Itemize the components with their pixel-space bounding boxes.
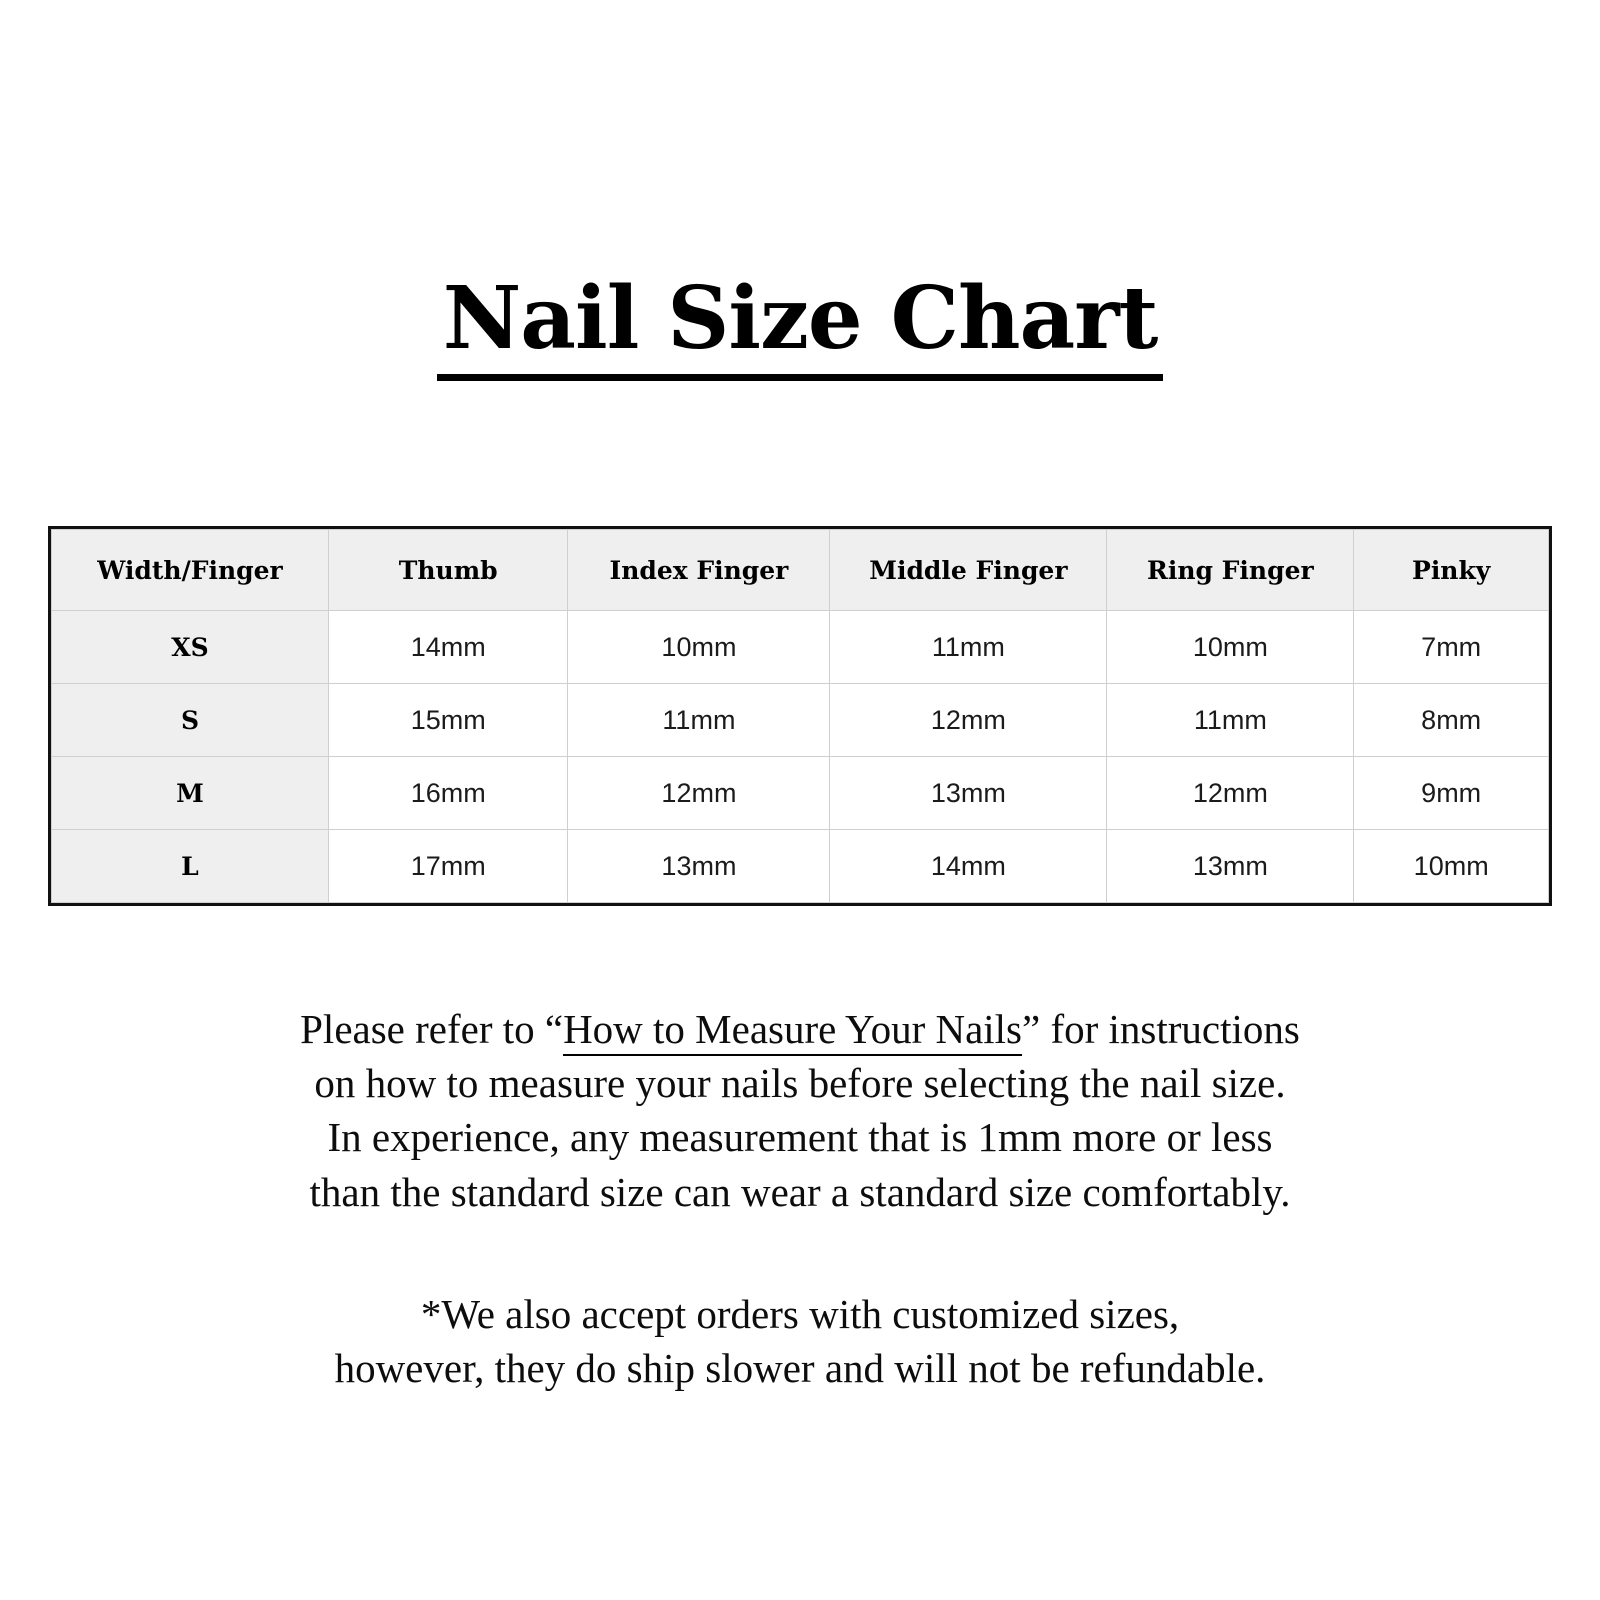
column-header-index-finger: Index Finger xyxy=(568,530,830,611)
notes-section xyxy=(80,1002,1520,1395)
cell-s-ring: 11mm xyxy=(1107,684,1354,757)
cell-m-ring: 12mm xyxy=(1107,757,1354,830)
note-line-1-after: ” for instructions xyxy=(1022,1006,1300,1053)
cell-m-index: 12mm xyxy=(568,757,830,830)
row-header-l: L xyxy=(52,830,329,903)
table-row xyxy=(52,684,1549,757)
row-header-m: M xyxy=(52,757,329,830)
cell-s-pinky: 8mm xyxy=(1354,684,1549,757)
column-header-ring-finger: Ring Finger xyxy=(1107,530,1354,611)
cell-s-middle: 12mm xyxy=(830,684,1107,757)
cell-l-ring: 13mm xyxy=(1107,830,1354,903)
note-line-3: In experience, any measurement that is 1mm more or less xyxy=(327,1114,1273,1161)
table-row xyxy=(52,757,1549,830)
cell-xs-ring: 10mm xyxy=(1107,611,1354,684)
column-header-middle-finger: Middle Finger xyxy=(830,530,1107,611)
column-header-width-finger: Width/Finger xyxy=(52,530,329,611)
table-row xyxy=(52,611,1549,684)
row-header-xs: XS xyxy=(52,611,329,684)
cell-m-middle: 13mm xyxy=(830,757,1107,830)
cell-xs-index: 10mm xyxy=(568,611,830,684)
note-line-5: *We also accept orders with customized sizes, xyxy=(420,1290,1180,1337)
note-line-1-before: Please refer to “ xyxy=(300,1006,564,1053)
cell-m-pinky: 9mm xyxy=(1354,757,1549,830)
cell-xs-middle: 11mm xyxy=(830,611,1107,684)
column-header-pinky: Pinky xyxy=(1354,530,1549,611)
table-row xyxy=(52,830,1549,903)
page-title-wrap xyxy=(0,0,1600,438)
note-line-6: however, they do ship slower and will not be refundable. xyxy=(334,1344,1266,1391)
custom-size-note xyxy=(80,1287,1520,1395)
page-title: Nail Size Chart xyxy=(437,276,1164,381)
column-header-thumb: Thumb xyxy=(328,530,568,611)
cell-s-index: 11mm xyxy=(568,684,830,757)
note-line-1 xyxy=(80,1002,1520,1056)
note-line-4: than the standard size can wear a standard size comfortably. xyxy=(309,1168,1291,1215)
cell-l-thumb: 17mm xyxy=(328,830,568,903)
how-to-measure-link[interactable]: How to Measure Your Nails xyxy=(563,1006,1022,1056)
row-header-s: S xyxy=(52,684,329,757)
table-head xyxy=(52,530,1549,611)
table-header-row xyxy=(52,530,1549,611)
cell-l-middle: 14mm xyxy=(830,830,1107,903)
table-body xyxy=(52,611,1549,903)
cell-s-thumb: 15mm xyxy=(328,684,568,757)
cell-l-pinky: 10mm xyxy=(1354,830,1549,903)
size-table-wrap xyxy=(48,526,1552,906)
cell-l-index: 13mm xyxy=(568,830,830,903)
cell-xs-thumb: 14mm xyxy=(328,611,568,684)
nail-size-table xyxy=(51,529,1549,903)
cell-m-thumb: 16mm xyxy=(328,757,568,830)
note-line-2: on how to measure your nails before selecting the nail size. xyxy=(314,1060,1286,1107)
cell-xs-pinky: 7mm xyxy=(1354,611,1549,684)
